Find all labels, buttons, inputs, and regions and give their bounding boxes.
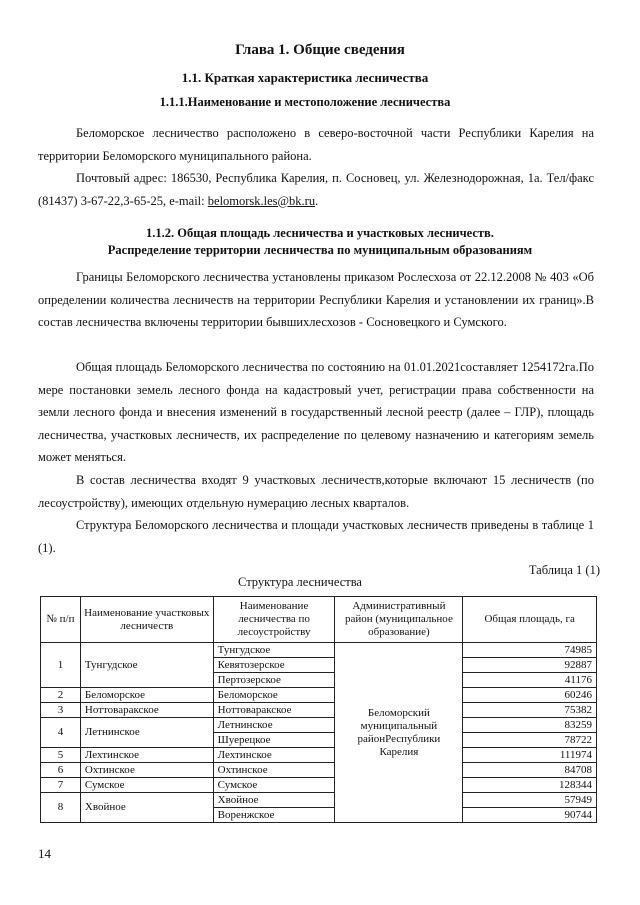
district-forestry-name: Лехтинское: [80, 748, 213, 763]
area-value: 74985: [463, 643, 597, 658]
forestry-name: Хвойное: [213, 793, 335, 808]
section2-title-line1: 1.1.2. Общая площадь лесничества и участковых лесничеств.: [146, 226, 494, 240]
email-link[interactable]: belomorsk.les@bk.ru: [207, 193, 316, 208]
row-number: 3: [41, 703, 81, 718]
row-number: 1: [41, 643, 81, 688]
table-row: [41, 718, 597, 733]
area-value: 111974: [463, 748, 597, 763]
area-value: 128344: [463, 778, 597, 793]
forestry-name: Тунгудское: [213, 643, 335, 658]
area-value: 83259: [463, 718, 597, 733]
section2-title-line2: Распределение территории лесничества по муниципальным образованиям: [107, 243, 533, 257]
district-forestry-name: Сумское: [80, 778, 213, 793]
district-forestry-name: Тунгудское: [80, 643, 213, 688]
row-number: 6: [41, 763, 81, 778]
paragraph-location: Беломорское лесничество расположено в северо-восточной части Республики Карелия на территории Беломорского муниципального района.: [38, 126, 594, 163]
chapter-title: Глава 1. Общие сведения: [235, 42, 405, 58]
row-number: 8: [41, 793, 81, 823]
table-label: Таблица 1 (1): [528, 563, 600, 577]
paragraph-address: [38, 167, 594, 212]
area-value: 84708: [463, 763, 597, 778]
admin-region-cell: Беломорский муниципальный районРеспублики Карелия: [335, 643, 463, 823]
forestry-name: Кевятозерское: [213, 658, 335, 673]
paragraph-total-area: Общая площадь Беломорского лесничества по состоянию на 01.01.2021составляет 1254172га.По мере постановки земель лесного фонда на кадастровый учет, регистрации права собственности на земли лесного фонда и внесения изменений в государственный лесной реестр (далее – ГЛР), площадь лесничества, участковых лесничеств, их распределение по целевому назначению и категориям земель может меняться.: [38, 360, 594, 464]
forestry-name: Ноттоваракское: [213, 703, 335, 718]
forestry-structure-table: [40, 596, 597, 823]
forestry-name: Воренжское: [213, 808, 335, 823]
subsection-title: 1.1.1.Наименование и местоположение лесничества: [159, 95, 451, 109]
table-row: [41, 688, 597, 703]
forestry-name: Беломорское: [213, 688, 335, 703]
table-row: [41, 748, 597, 763]
forestry-name: Охтинское: [213, 763, 335, 778]
row-number: 2: [41, 688, 81, 703]
paragraph-boundaries: Границы Беломорского лесничества установлены приказом Рослесхоза от 22.12.2008 № 403 «Об определении количества лесничеств на территории Республики Карелия и установлении их границ».В состав лесничества включены территории бывшихлесхозов - Сосновецкого и Сумского.: [38, 270, 594, 329]
area-value: 75382: [463, 703, 597, 718]
header-district-forestry: Наименование участковых лесничеств: [80, 597, 213, 643]
area-value: 57949: [463, 793, 597, 808]
district-forestry-name: Охтинское: [80, 763, 213, 778]
header-admin-region: Административный район (муниципальное образование): [335, 597, 463, 643]
table-row: [41, 703, 597, 718]
paragraph-structure: Структура Беломорского лесничества и площади участковых лесничеств приведены в таблице 1 (1).: [38, 518, 594, 555]
area-value: 90744: [463, 808, 597, 823]
header-total-area: Общая площадь, га: [463, 597, 597, 643]
district-forestry-name: Хвойное: [80, 793, 213, 823]
page-number: 14: [38, 846, 51, 861]
section-title: 1.1. Краткая характеристика лесничества: [181, 70, 429, 85]
forestry-name: Пертозерское: [213, 673, 335, 688]
address-text: Почтовый адрес: 186530, Республика Карелия, п. Сосновец, ул. Железнодорожная, 1а. Тел/факс (81437) 3-67-22,3-65-25, e-mail:: [38, 171, 594, 208]
table-title: Структура лесничества: [238, 575, 362, 589]
area-value: 41176: [463, 673, 597, 688]
district-forestry-name: Летнинское: [80, 718, 213, 748]
row-number: 7: [41, 778, 81, 793]
header-forestry-name: Наименование лесничества по лесоустройству: [213, 597, 335, 643]
forestry-name: Лехтинское: [213, 748, 335, 763]
row-number: 4: [41, 718, 81, 748]
forestry-name: Сумское: [213, 778, 335, 793]
district-forestry-name: Беломорское: [80, 688, 213, 703]
header-number: № п/п: [41, 597, 81, 643]
forestry-name: Шуерецкое: [213, 733, 335, 748]
area-value: 92887: [463, 658, 597, 673]
address-suffix: .: [315, 193, 319, 208]
forestry-name: Летнинское: [213, 718, 335, 733]
table-row: [41, 643, 597, 658]
table-row: [41, 793, 597, 808]
table-header-row: [41, 597, 597, 643]
paragraph-composition: В состав лесничества входят 9 участковых лесничеств,которые включают 15 лесничеств (по лесоустройству), имеющих отдельную нумерацию лесных кварталов.: [38, 473, 594, 510]
area-value: 60246: [463, 688, 597, 703]
area-value: 78722: [463, 733, 597, 748]
district-forestry-name: Ноттоваракское: [80, 703, 213, 718]
row-number: 5: [41, 748, 81, 763]
table-row: [41, 778, 597, 793]
table-row: [41, 763, 597, 778]
